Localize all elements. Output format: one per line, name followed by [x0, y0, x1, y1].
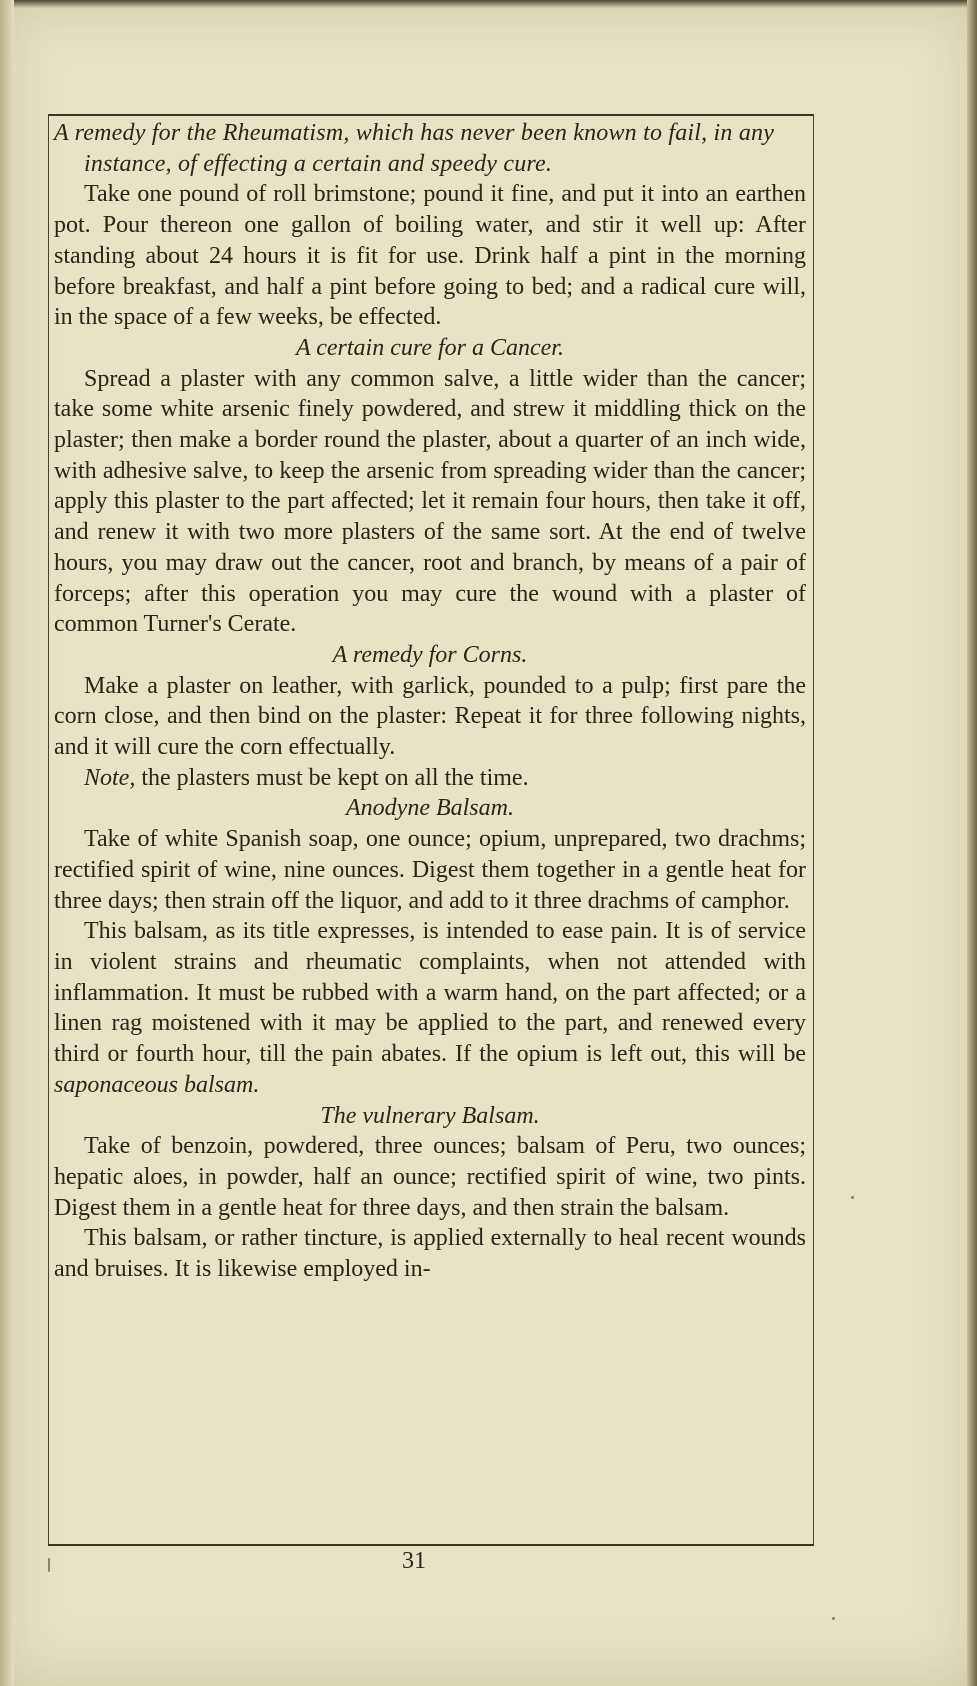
paragraph-vulnerary-recipe: Take of benzoin, powdered, three ounces; balsam of Peru, two ounces; hepatic aloes, in powder, half an ounce; rectified spirit of wine, two pints. Digest them in a gentle heat for three days, and then strain the balsam. [54, 1133, 806, 1221]
note-corns [54, 763, 806, 794]
heading-corns: A remedy for Corns. [332, 641, 528, 668]
paper-mark [48, 1558, 50, 1572]
paragraph-cancer: Spread a plaster with any common salve, a little wider than the cancer; take some white arsenic finely powdered, and strew it middling thick on the plaster; then make a border round the plaster, about a quarter of an inch wide, with adhesive salve, to keep the arsenic from spreading wider than the cancer; apply this plaster to the part affected; let it remain four hours, then take it off, and renew it with two more plasters of the same sort. At the end of twelve hours, you may draw out the cancer, root and branch, by means of a pair of forceps; after this operation you may cure the wound with a plaster of common Turner's Cerate. [54, 365, 806, 638]
page-gutter [0, 0, 14, 1686]
page-top-edge [0, 0, 977, 8]
heading-cancer: A certain cure for a Cancer. [296, 334, 564, 361]
paper-speck [832, 1617, 835, 1620]
anodyne-use-italic: saponaceous balsam. [54, 1071, 260, 1098]
anodyne-use-text: This balsam, as its title expresses, is intended to ease pain. It is of service in violent strains and rheumatic complaints, when not attended with inflammation. It must be rubbed with a warm hand, on the part affected; or a linen rag moistened with it may be applied to the part, and renewed every third or fourth hour, till the pain abates. If the opium is left out, this will be [54, 918, 806, 1068]
note-text: the plasters must be kept on all the time. [135, 764, 529, 791]
paragraph-vulnerary-use: This balsam, or rather tincture, is applied externally to heal recent wounds and bruises. It is likewise employed in- [54, 1225, 806, 1283]
paragraph-anodyne-recipe: Take of white Spanish soap, one ounce; opium, unprepared, two drachms; rectified spirit of wine, nine ounces. Digest them together in a gentle heat for three days; then strain off the liquor, and add to it three drachms of camphor. [54, 826, 806, 914]
page-content [54, 118, 806, 1285]
heading-anodyne-balsam: Anodyne Balsam. [346, 795, 514, 822]
heading-vulnerary-balsam: The vulnerary Balsam. [320, 1102, 540, 1129]
paragraph-rheumatism: Take one pound of roll brimstone; pound it fine, and put it into an earthen pot. Pour thereon one gallon of boiling water, and stir it well up: After standing about 24 hours it is fit for use. Drink half a pint in the morning before breakfast, and half a pint before going to bed; and a radical cure will, in the space of a few weeks, be effected. [54, 181, 806, 331]
heading-rheumatism: A remedy for the Rheumatism, which has never been known to fail, in any instance, of effecting a certain and speedy cure. [54, 120, 775, 177]
page-number: 31 [402, 1548, 426, 1574]
note-label: Note, [84, 764, 136, 791]
paragraph-corns: Make a plaster on leather, with garlick, pounded to a pulp; first pare the corn close, and then bind on the plaster: Repeat it for three following nights, and it will cure the corn effectually. [54, 672, 806, 761]
paper-speck [851, 1196, 854, 1199]
page-right-edge [967, 0, 977, 1686]
paragraph-anodyne-use [54, 916, 806, 1100]
